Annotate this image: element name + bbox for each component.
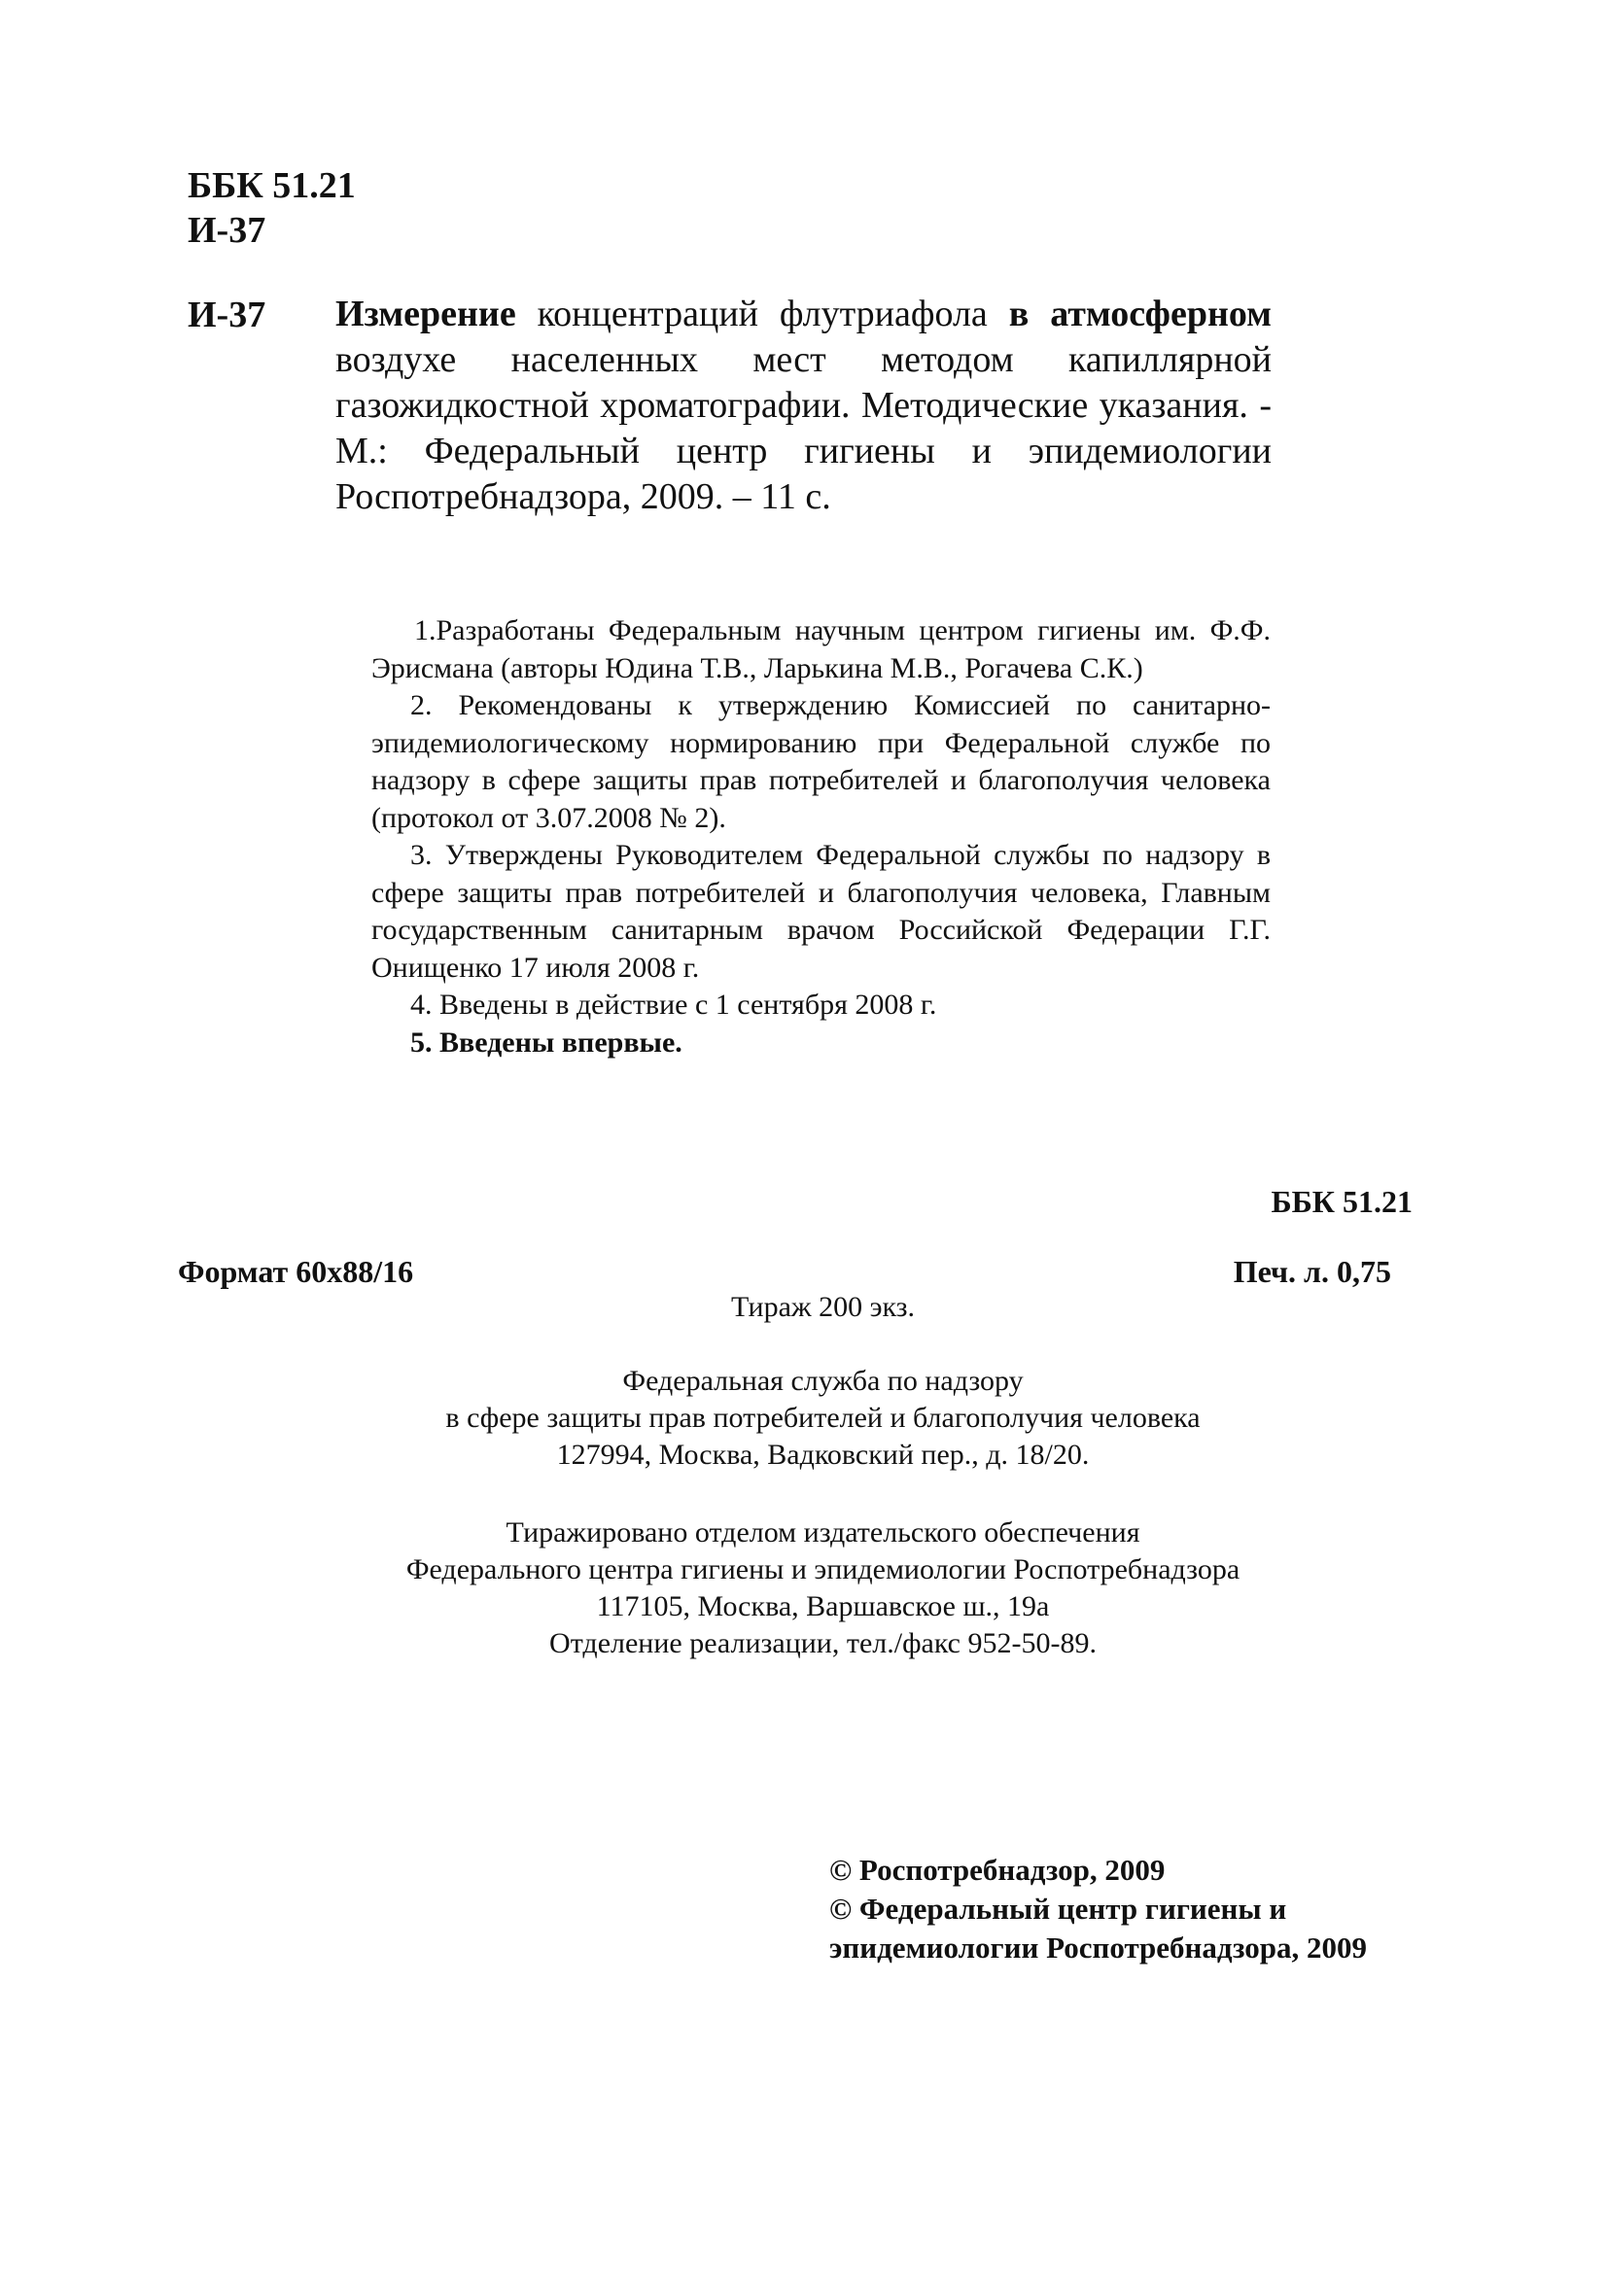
title-first-word: Измерение: [335, 294, 516, 334]
bibliographic-description: [335, 292, 1272, 520]
publisher-block: [19, 1363, 1607, 1474]
printer-block: [19, 1514, 1607, 1662]
author-mark: И-37: [188, 210, 266, 251]
description-text-2: [1029, 294, 1050, 334]
publisher-address: 127994, Москва, Вадковский пер., д. 18/20.: [556, 1439, 1090, 1471]
bbk-code: ББК 51.21: [188, 165, 356, 206]
printer-sales-contact: Отделение реализации, тел./факс 952-50-89.: [549, 1627, 1097, 1659]
publisher-name: Федеральная служба по надзору: [622, 1365, 1024, 1397]
copyright-center-cont: эпидемиологии Роспотребнадзора, 2009: [829, 1931, 1367, 1965]
imprint-bbk-code: ББК 51.21: [1271, 1184, 1413, 1219]
note-first-time: 5. Введены впервые.: [410, 1026, 682, 1059]
description-text-1: концентраций флутриафола: [515, 294, 1009, 334]
classification-header: [188, 163, 356, 253]
imprint-print-run: Тираж 200 экз.: [730, 1291, 916, 1323]
description-bold-in: в: [1008, 294, 1030, 334]
card-author-mark: И-37: [188, 295, 266, 335]
note-developed: 1.Разработаны Федеральным научным центром гигиены им. Ф.Ф. Эрисмана (авторы Юдина Т.В., Ларькина М.В., Рогачева С.К.): [371, 614, 1271, 684]
copyright-center: © Федеральный центр гигиены и: [829, 1892, 1287, 1926]
imprint-printed-sheets: Печ. л. 0,75: [1233, 1254, 1391, 1289]
development-notes: [371, 612, 1271, 1061]
note-approved: 3. Утверждены Руководителем Федеральной службы по надзору в сфере защиты прав потребителей и благополучия человека, Главным государственным санитарным врачом Российской Федерации Г.Г. Онищенко 17 июля 2008 г.: [371, 839, 1271, 984]
publisher-name-cont: в сфере защиты прав потребителей и благополучия человека: [445, 1402, 1201, 1434]
imprint-format: Формат 60x88/16: [178, 1254, 414, 1289]
copyright-block: [829, 1851, 1367, 1967]
note-in-force: 4. Введены в действие с 1 сентября 2008 г.: [410, 989, 937, 1021]
printer-address: 117105, Москва, Варшавское ш., 19а: [596, 1590, 1050, 1622]
printer-dept: Тиражировано отделом издательского обеспечения: [506, 1516, 1140, 1548]
note-recommended: 2. Рекомендованы к утверждению Комиссией по санитарно-эпидемиологическому нормированию при Федеральной службе по надзору в сфере защиты прав потребителей и благополучия человека (протокол от 3.07.2008 № 2).: [371, 689, 1271, 834]
description-bold-atmos: атмосферном: [1050, 294, 1273, 334]
copyright-rospotrebnadzor: © Роспотребнадзор, 2009: [829, 1853, 1166, 1887]
printer-org: Федерального центра гигиены и эпидемиологии Роспотребнадзора: [405, 1553, 1240, 1585]
description-text-3: воздухе населенных мест методом капиллярной газожидкостной хроматографии. Методические указания. - М.: Федеральный центр гигиены и эпидемиологии Роспотребнадзора, 2009. – 11 с.: [335, 339, 1272, 517]
